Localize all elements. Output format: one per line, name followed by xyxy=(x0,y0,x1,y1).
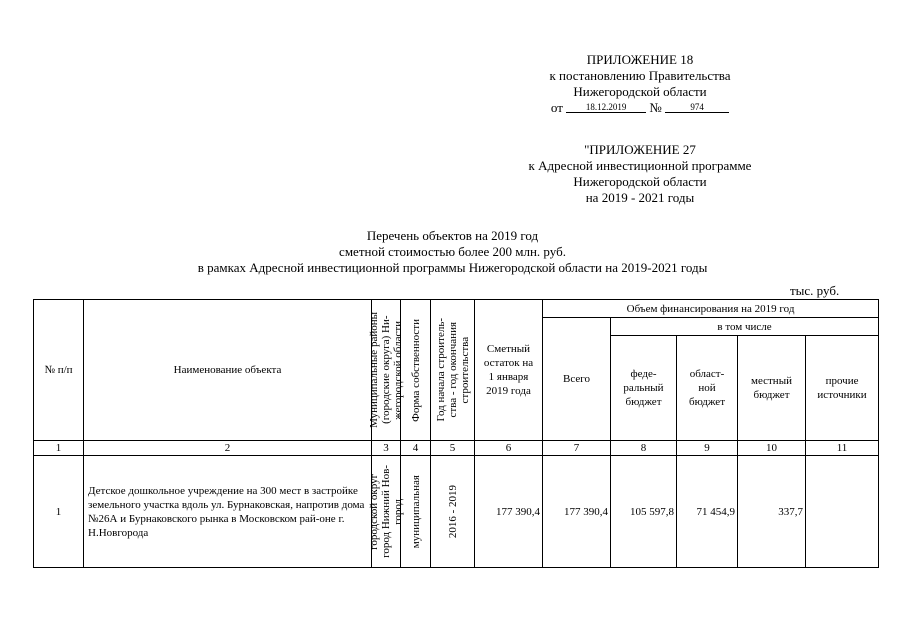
row-ownership-text: муниципальная xyxy=(409,474,422,549)
column-number: 5 xyxy=(431,441,475,456)
appendix-27-header xyxy=(485,142,795,206)
units-label: тыс. руб. xyxy=(790,283,840,298)
appendix-27-title: "ПРИЛОЖЕНИЕ 27 xyxy=(584,142,696,157)
header-ownership-text: Форма собственности xyxy=(409,318,422,422)
row-num: 1 xyxy=(34,456,84,568)
resolution-date-line xyxy=(485,100,795,116)
row-other xyxy=(806,456,879,568)
resolution-date: 18.12.2019 xyxy=(566,102,646,113)
header-years-text: Год начала строитель- ства - год окончания строительства xyxy=(434,318,471,422)
objects-table xyxy=(33,299,879,568)
program-line-3: на 2019 - 2021 годы xyxy=(585,190,695,205)
title-line-1: Перечень объектов на 2019 год xyxy=(366,228,539,243)
header-row-1 xyxy=(34,300,879,318)
column-number: 3 xyxy=(372,441,401,456)
row-years xyxy=(431,456,475,568)
header-ownership xyxy=(401,300,431,441)
row-years-text: 2016 - 2019 xyxy=(446,484,459,539)
appendix-title: ПРИЛОЖЕНИЕ 18 xyxy=(586,52,694,67)
column-numbers-row xyxy=(34,441,879,456)
number-sign: № xyxy=(649,100,662,115)
column-number: 8 xyxy=(611,441,677,456)
row-regional: 71 454,9 xyxy=(677,456,738,568)
header-years xyxy=(431,300,475,441)
document-title xyxy=(100,228,805,276)
header-name: Наименование объекта xyxy=(84,300,372,441)
header-including: в том числе xyxy=(611,318,879,336)
row-balance: 177 390,4 xyxy=(475,456,543,568)
header-local: местный бюджет xyxy=(738,336,806,441)
column-number: 1 xyxy=(34,441,84,456)
column-number: 7 xyxy=(543,441,611,456)
program-line-2: Нижегородской области xyxy=(573,174,707,189)
column-number: 2 xyxy=(84,441,372,456)
header-other: прочие источники xyxy=(806,336,879,441)
appendix-header xyxy=(485,52,795,116)
header-districts xyxy=(368,300,404,441)
header-num: № п/п xyxy=(34,300,84,441)
resolution-line-2: Нижегородской области xyxy=(573,84,707,99)
table-row xyxy=(34,456,879,568)
resolution-number: 974 xyxy=(665,102,729,113)
date-prefix: от xyxy=(550,100,563,115)
column-number: 9 xyxy=(677,441,738,456)
row-district xyxy=(368,456,404,568)
header-regional: област-ной бюджет xyxy=(677,336,738,441)
column-number: 11 xyxy=(806,441,879,456)
title-line-2: сметной стоимостью более 200 млн. руб. xyxy=(339,244,566,259)
row-object-name: Детское дошкольное учреждение на 300 мест в застройке земельного участка вдоль ул. Бурнаковская, напротив дома №26А и Бурнаковского рынка в Московском рай-оне г. Н.Новгорода xyxy=(84,456,372,568)
row-ownership xyxy=(401,456,431,568)
header-financing: Объем финансирования на 2019 год xyxy=(543,300,879,318)
header-balance: Сметный остаток на 1 января 2019 года xyxy=(475,300,543,441)
resolution-line-1: к постановлению Правительства xyxy=(549,68,731,83)
header-federal: феде-ральный бюджет xyxy=(611,336,677,441)
header-total: Всего xyxy=(543,318,611,441)
row-district-text: городской округ город Нижний Нов- город xyxy=(368,465,404,558)
header-districts-text: Муниципальные районы (городские округа) Ни- жегородской области xyxy=(368,312,404,428)
row-total: 177 390,4 xyxy=(543,456,611,568)
column-number: 10 xyxy=(738,441,806,456)
row-local: 337,7 xyxy=(738,456,806,568)
program-line-1: к Адресной инвестиционной программе xyxy=(528,158,752,173)
title-line-3: в рамках Адресной инвестиционной программы Нижегородской области на 2019-2021 годы xyxy=(197,260,708,275)
column-number: 6 xyxy=(475,441,543,456)
row-federal: 105 597,8 xyxy=(611,456,677,568)
column-number: 4 xyxy=(401,441,431,456)
